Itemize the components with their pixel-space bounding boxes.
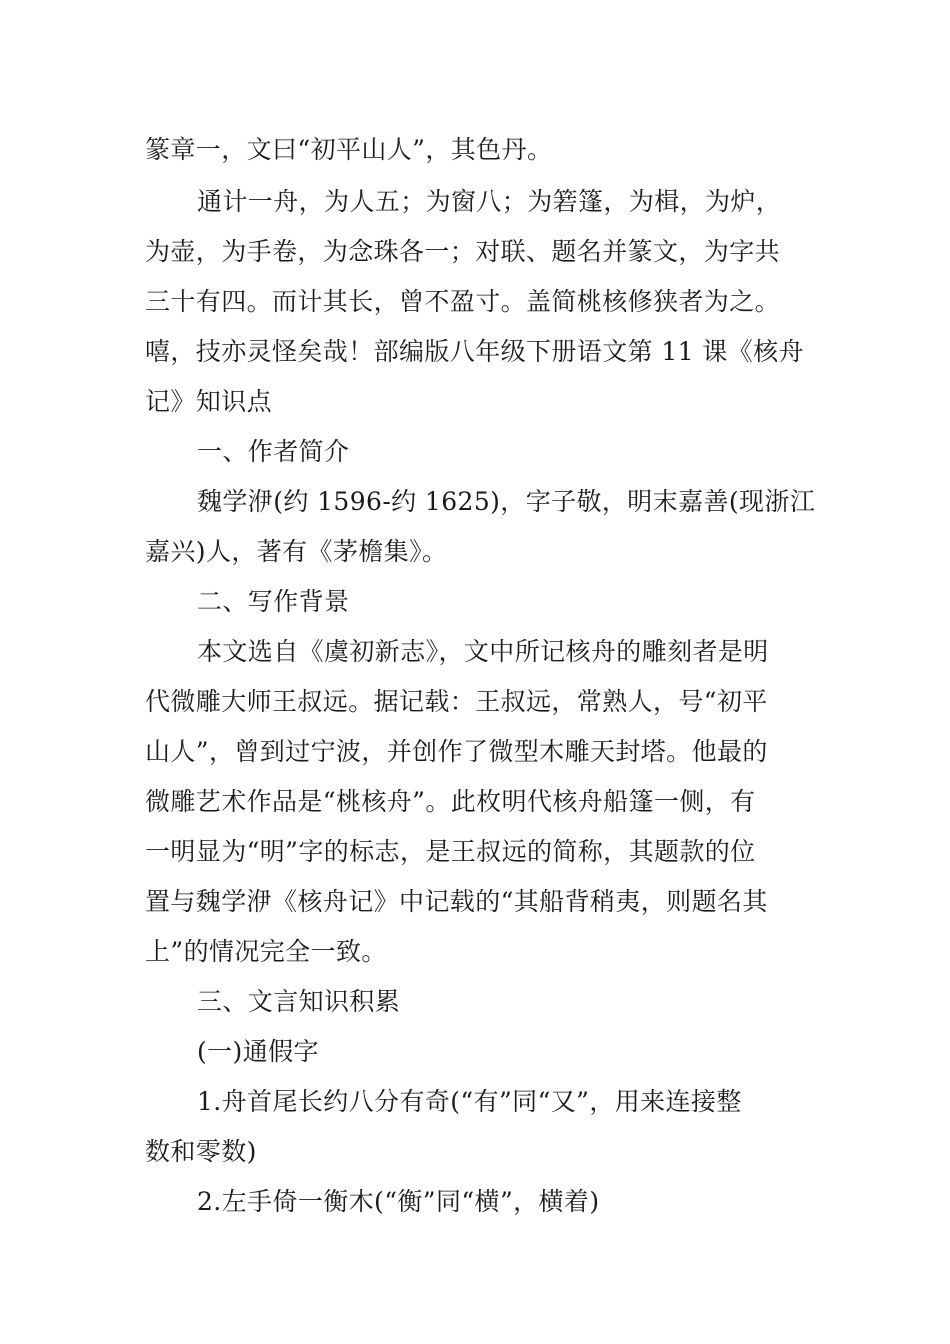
text-line: 一明显为“明”字的标志，是王叔远的简称，其题款的位 [145,837,756,866]
text-line: 代微雕大师王叔远。据记载：王叔远，常熟人，号“初平 [145,687,768,716]
paragraph-first-line: 本文选自《虞初新志》，文中所记核舟的雕刻者是明 [197,637,769,666]
text-line: 数和零数) [145,1137,257,1166]
list-item-first-line: 1.舟首尾长约八分有奇(“有”同“又”，用来连接整 [197,1087,742,1116]
section-heading-author: 一、作者简介 [197,437,350,466]
text-line: 为壶，为手卷，为念珠各一；对联、题名并篆文，为字共 [145,237,781,266]
list-item-first-line: 2.左手倚一衡木(“衡”同“横”，横着) [197,1187,600,1216]
paragraph-first-line: 通计一舟，为人五；为窗八；为箬篷，为楫，为炉， [197,187,782,216]
section-heading-knowledge: 三、文言知识积累 [197,987,401,1016]
text-line: 三十有四。而计其长，曾不盈寸。盖简桃核修狭者为之。 [145,287,781,316]
text-line: 上”的情况完全一致。 [145,937,387,966]
text-line: 记》知识点 [145,387,273,416]
subsection-heading: (一)通假字 [197,1037,319,1066]
text-line: 置与魏学洢《核舟记》中记载的“其船背稍夷，则题名其 [145,887,768,916]
text-line: 篆章一，文曰“初平山人”，其色丹。 [145,135,553,164]
text-line: 山人”，曾到过宁波，并创作了微型木雕天封塔。他最的 [145,737,768,766]
section-heading-background: 二、写作背景 [197,587,350,616]
text-line: 嘉兴)人，著有《茅檐集》。 [145,537,448,566]
text-line: 嘻，技亦灵怪矣哉！部编版八年级下册语文第 11 课《核舟 [145,337,804,366]
text-line: 微雕艺术作品是“桃核舟”。此枚明代核舟船篷一侧，有 [145,787,756,816]
paragraph-first-line: 魏学洢(约 1596-约 1625)，字子敬，明末嘉善(现浙江 [197,487,816,516]
